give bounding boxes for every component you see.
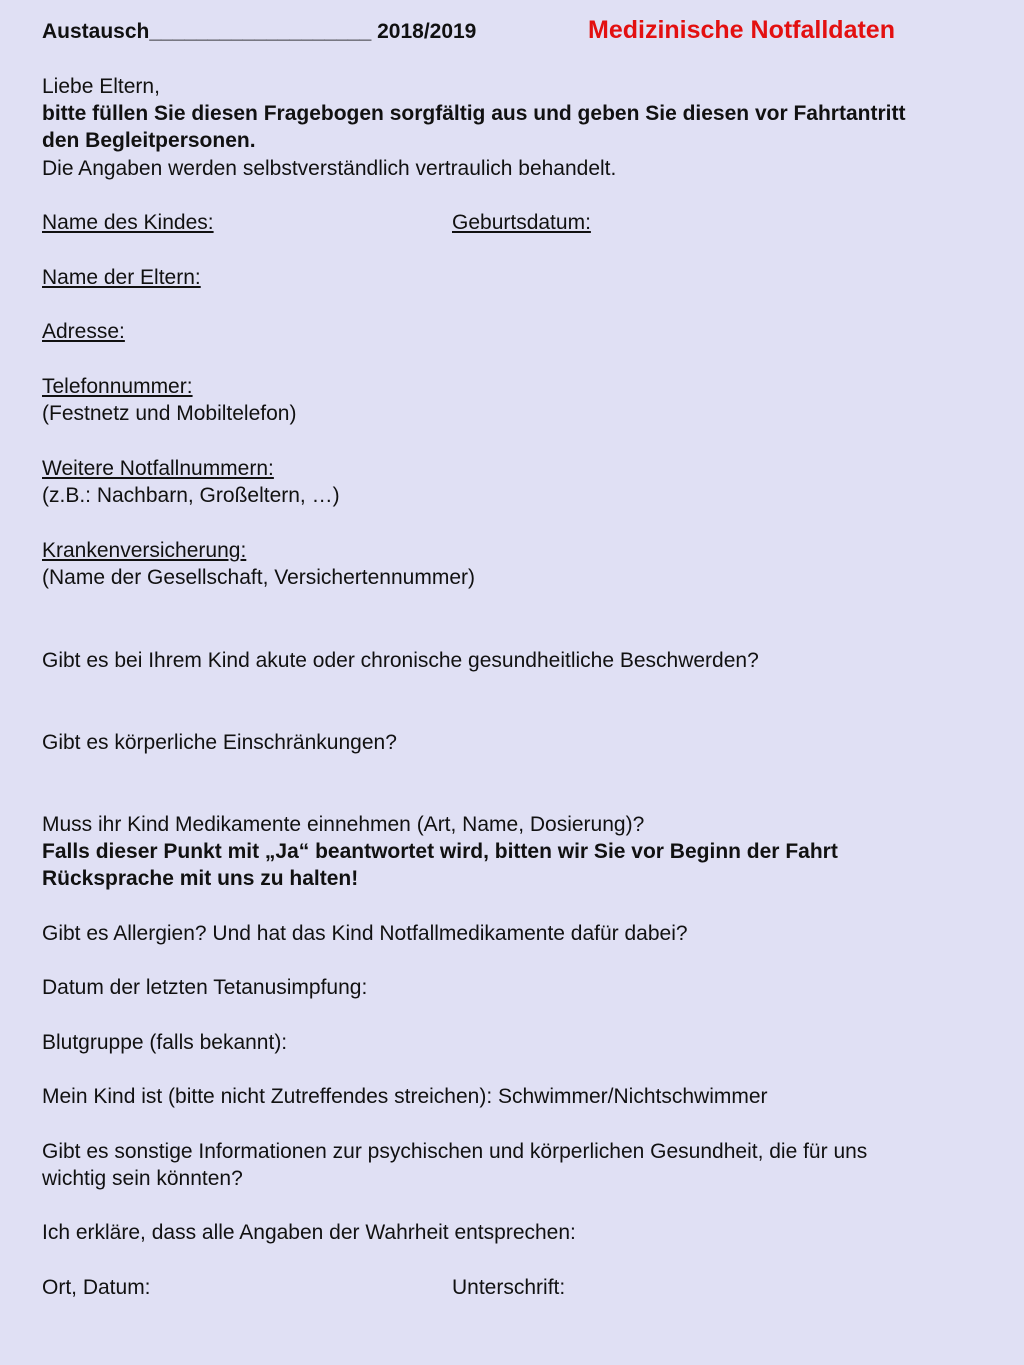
child-name-label: Name des Kindes: (42, 211, 214, 234)
question-other-line-2: wichtig sein könnten? (42, 1167, 243, 1190)
medication-note-line-2: Rücksprache mit uns zu halten! (42, 867, 359, 890)
exchange-label: Austausch___________________ 2018/2019 (42, 20, 477, 43)
declaration: Ich erkläre, dass alle Angaben der Wahrheit entsprechen: (42, 1221, 576, 1244)
insurance-hint: (Name der Gesellschaft, Versichertennummer) (42, 566, 475, 589)
question-swimmer: Mein Kind ist (bitte nicht Zutreffendes streichen): Schwimmer/Nichtschwimmer (42, 1085, 768, 1108)
insurance-label: Krankenversicherung: (42, 539, 247, 562)
document-title: Medizinische Notfalldaten (588, 16, 895, 44)
question-allergies: Gibt es Allergien? Und hat das Kind Notfallmedikamente dafür dabei? (42, 922, 688, 945)
medication-note-line-1: Falls dieser Punkt mit „Ja“ beantwortet wird, bitten wir Sie vor Beginn der Fahrt (42, 840, 838, 863)
place-date-label: Ort, Datum: (42, 1276, 151, 1299)
address-label: Adresse: (42, 320, 125, 343)
question-restrictions: Gibt es körperliche Einschränkungen? (42, 731, 397, 754)
phone-label: Telefonnummer: (42, 375, 193, 398)
signature-label: Unterschrift: (452, 1276, 566, 1299)
instruction-line-2: den Begleitpersonen. (42, 129, 256, 152)
confidential-note: Die Angaben werden selbstverständlich vertraulich behandelt. (42, 157, 617, 180)
question-blood-group: Blutgruppe (falls bekannt): (42, 1031, 288, 1054)
phone-hint: (Festnetz und Mobiltelefon) (42, 402, 297, 425)
greeting: Liebe Eltern, (42, 75, 160, 98)
emergency-hint: (z.B.: Nachbarn, Großeltern, …) (42, 484, 340, 507)
instruction-line-1: bitte füllen Sie diesen Fragebogen sorgfältig aus und geben Sie diesen vor Fahrtantritt (42, 102, 906, 125)
parents-name-label: Name der Eltern: (42, 266, 201, 289)
question-other-line-1: Gibt es sonstige Informationen zur psychischen und körperlichen Gesundheit, die für uns (42, 1140, 868, 1163)
emergency-numbers-label: Weitere Notfallnummern: (42, 457, 274, 480)
birth-date-label: Geburtsdatum: (452, 211, 591, 234)
question-tetanus: Datum der letzten Tetanusimpfung: (42, 976, 368, 999)
question-medication: Muss ihr Kind Medikamente einnehmen (Art, Name, Dosierung)? (42, 813, 645, 836)
question-complaints: Gibt es bei Ihrem Kind akute oder chronische gesundheitliche Beschwerden? (42, 649, 759, 672)
